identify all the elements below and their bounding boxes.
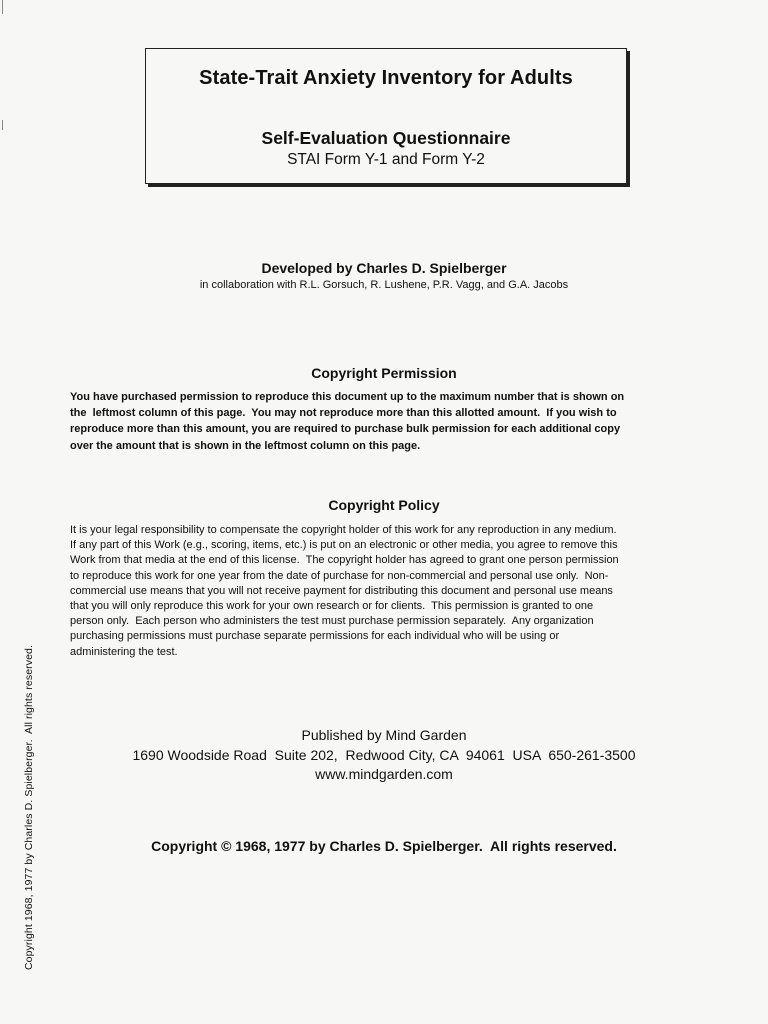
scan-edge-mark <box>2 0 3 14</box>
title-box <box>145 48 627 184</box>
copyright-notice: Copyright © 1968, 1977 by Charles D. Spielberger. All rights reserved. <box>151 838 617 854</box>
side-copyright-notice: Copyright 1968, 1977 by Charles D. Spielberger. All rights reserved. <box>23 645 35 970</box>
publisher-name: Published by Mind Garden <box>301 727 467 743</box>
paragraph-line: Work from that media at the end of this license. The copyright holder has agreed to grant one person permission <box>70 554 619 567</box>
copyright-policy-heading: Copyright Policy <box>328 497 440 513</box>
publisher-website: www.mindgarden.com <box>315 766 453 782</box>
paragraph-line: to reproduce this work for one year from the date of purchase for non-commercial and personal use only. Non- <box>70 569 609 582</box>
developer-credit: Developed by Charles D. Spielberger <box>261 260 507 276</box>
paragraph-line: If any part of this Work (e.g., scoring, items, etc.) is put on an electronic or other media, you agree to remove this <box>70 539 618 552</box>
paragraph-line: commercial use means that you will not receive payment for distributing this document and personal use means <box>70 584 613 597</box>
paragraph-line: the leftmost column of this page. You may not reproduce more than this allotted amount. If you wish to <box>70 407 617 420</box>
publisher-address: 1690 Woodside Road Suite 202, Redwood City, CA 94061 USA 650-261-3500 <box>132 747 636 763</box>
form-identifier: STAI Form Y-1 and Form Y-2 <box>287 151 485 168</box>
paragraph-line: over the amount that is shown in the leftmost column on this page. <box>70 439 421 452</box>
paragraph-line: administering the test. <box>70 645 178 658</box>
paragraph-line: purchasing permissions must purchase separate permissions for each individual who will be using or <box>70 630 560 643</box>
document-title: State-Trait Anxiety Inventory for Adults <box>199 67 573 89</box>
copyright-permission-text <box>70 389 710 454</box>
paragraph-line: person only. Each person who administers the test must purchase permission separately. Any organization <box>70 615 594 628</box>
document-subtitle: Self-Evaluation Questionnaire <box>261 128 511 148</box>
paragraph-line: reproduce more than this amount, you are required to purchase bulk permission for each additional copy <box>70 423 621 436</box>
paragraph-line: that you will only reproduce this work for your own research or for clients. This permission is granted to one <box>70 600 594 613</box>
copyright-permission-heading: Copyright Permission <box>311 365 457 381</box>
copyright-policy-text <box>70 523 710 660</box>
scan-edge-mark <box>2 120 3 130</box>
paragraph-line: You have purchased permission to reproduce this document up to the maximum number that is shown on <box>70 391 625 403</box>
paragraph-line: It is your legal responsibility to compensate the copyright holder of this work for any reproduction in any medium. <box>70 524 617 536</box>
collaborators-credit: in collaboration with R.L. Gorsuch, R. Lushene, P.R. Vagg, and G.A. Jacobs <box>199 279 569 291</box>
